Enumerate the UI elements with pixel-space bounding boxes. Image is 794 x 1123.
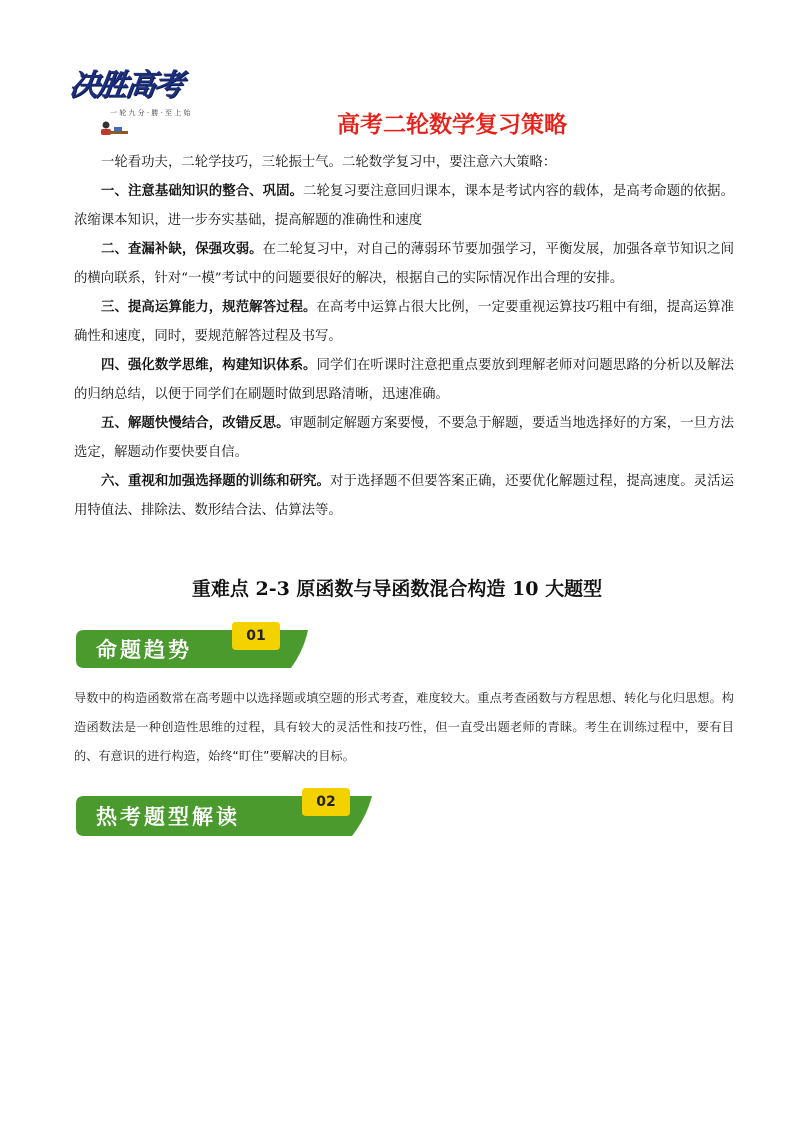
strategy-heading: 六、重视和加强选择题的训练和研究。: [101, 473, 330, 489]
strategy-paragraph: [74, 409, 734, 467]
strategy-paragraph: [74, 177, 734, 235]
strategy-paragraph: [74, 293, 734, 351]
strategy-heading: 四、强化数学思维，构建知识体系。: [101, 357, 317, 373]
strategy-heading: 二、查漏补缺，保强攻弱。: [101, 241, 263, 257]
intro-section: [74, 148, 734, 525]
strategy-text: 在二轮复习中，对自己的薄弱环节要加强学习，平衡发展，加强各章节知识之间的横向联系，针对“一模”考试中的问题要很好的解决，根据自己的实际情况作出合理的安排。: [74, 242, 735, 286]
strategy-text: 二轮复习要注意回归课本，课本是考试内容的载体，是高考命题的依据。浓缩课本知识，进一步夯实基础，提高解题的准确性和速度: [74, 184, 734, 228]
logo-subtext: 一 轮 九 分 · 勝 · 至 上 始: [110, 109, 191, 117]
strategy-heading: 五、解题快慢结合，改错反思。: [101, 415, 290, 431]
strategy-paragraph: [74, 351, 734, 409]
strategy-text: 对于选择题不但要答案正确，还要优化解题过程，提高速度。灵活运用特值法、排除法、数形结合法、估算法等。: [74, 474, 735, 518]
banner-hot-topics-label: 热考题型解读: [96, 804, 240, 829]
strategy-heading: 三、提高运算能力，规范解答过程。: [101, 299, 317, 315]
section-title: 重难点 2-3 原函数与导函数混合构造 10 大题型: [191, 578, 603, 600]
trend-text: 导数中的构造函数常在高考题中以选择题或填空题的形式考查，难度较大。重点考查函数与方程思想、转化与化归思想。构造函数法是一种创造性思维的过程，具有较大的灵活性和技巧性，但一直受出题老师的青睐。考生在训练过程中，要有目的、有意识的进行构造，始终“盯住”要解决的目标。: [74, 691, 734, 763]
strategy-text: 在高考中运算占很大比例，一定要重视运算技巧粗中有细，提高运算准确性和速度，同时，要规范解答过程及书写。: [74, 300, 734, 344]
strategy-text: 同学们在听课时注意把重点要放到理解老师对问题思路的分析以及解法的归纳总结，以便于同学们在刷题时做到思路清晰，迅速准确。: [74, 358, 734, 402]
banner-trend-label: 命题趋势: [96, 637, 192, 662]
strategy-text: 审题制定解题方案要慢，不要急于解题，要适当地选择好的方案，一旦方法选定，解题动作要快要自信。: [74, 416, 734, 460]
banner-hot-topics-number: 02: [316, 794, 336, 810]
main-title: 高考二轮数学复习策略: [337, 112, 567, 138]
strategy-heading: 一、注意基础知识的整合、巩固。: [101, 183, 304, 199]
banner-trend: [76, 620, 316, 666]
logo-text: 决胜高考: [67, 68, 184, 103]
banner-trend-number: 01: [246, 628, 266, 644]
intro-lead: 一轮看功夫，二轮学技巧，三轮振士气。二轮数学复习中，要注意六大策略：: [101, 155, 557, 170]
strategy-paragraph: [74, 467, 734, 525]
strategy-paragraph: [74, 235, 734, 293]
trend-paragraph: [74, 684, 734, 771]
banner-hot-topics: [76, 786, 376, 832]
